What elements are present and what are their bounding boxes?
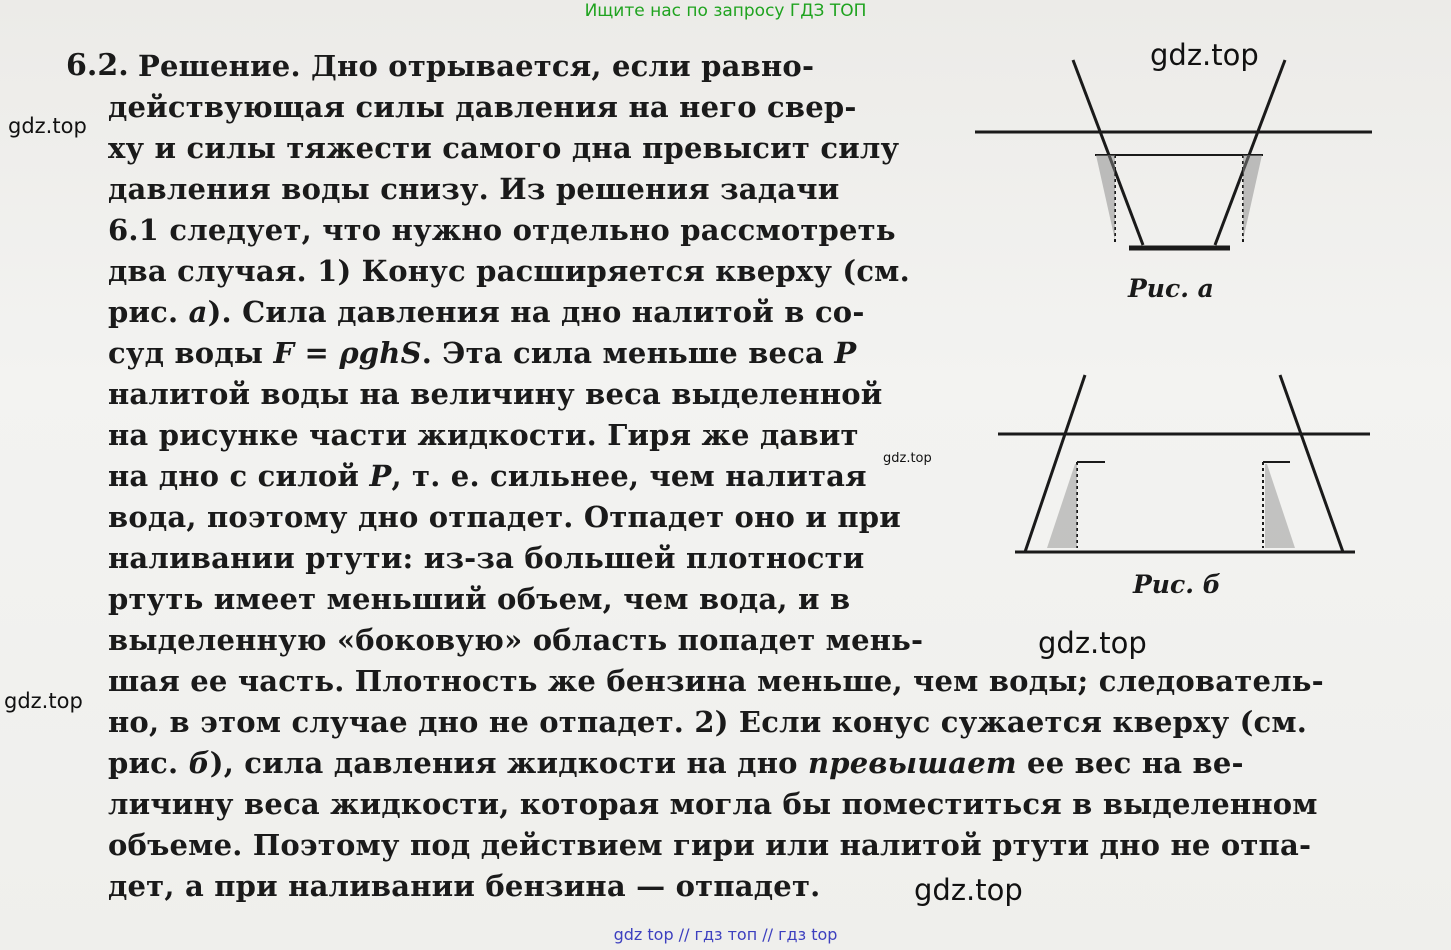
text-segment: на дно с силой — [108, 459, 370, 493]
text-line-18 — [108, 746, 1244, 780]
text-segment: рис. — [108, 746, 189, 780]
watermark: gdz.top — [1038, 626, 1147, 660]
symbol-p: P — [834, 336, 857, 370]
text-line-8 — [108, 336, 857, 370]
figure-b-diagram — [995, 372, 1375, 562]
text-line-20: объеме. Поэтому под действием гири или налитой ртути дно не отпа- — [108, 828, 1312, 862]
watermark: gdz.top — [1150, 38, 1259, 72]
figure-b-caption: Рис. б — [1133, 570, 1221, 599]
text-line-6: два случая. 1) Конус расширяется кверху (см. — [108, 254, 910, 288]
symbol-p: P — [369, 459, 392, 493]
watermark: gdz.top — [4, 689, 83, 713]
text-line-17: но, в этом случае дно не отпадет. 2) Если конус сужается кверху (см. — [108, 705, 1308, 739]
text-line-13: наливании ртути: из-за большей плотности — [108, 541, 865, 575]
text-line-11 — [108, 459, 867, 493]
formula: F = ρghS — [273, 336, 422, 370]
text-line-16: шая ее часть. Плотность же бензина меньше, чем воды; следователь- — [108, 664, 1324, 698]
text-line-12: вода, поэтому дно отпадет. Отпадет оно и при — [108, 500, 901, 534]
figure-a-diagram — [975, 55, 1375, 270]
text-segment: суд воды — [108, 336, 274, 370]
watermark: gdz.top — [8, 114, 87, 138]
text-segment: рис. — [108, 295, 189, 329]
figure-ref-a: а — [188, 295, 208, 329]
emphasis-word: превышает — [807, 746, 1017, 780]
text-line-5: 6.1 следует, что нужно отдельно рассмотреть — [108, 213, 896, 247]
text-line-21: дет, а при наливании бензина — отпадет. — [108, 869, 821, 903]
text-segment: ее вес на ве- — [1016, 746, 1244, 780]
figure-a-caption: Рис. а — [1128, 274, 1214, 303]
watermark: gdz.top — [883, 451, 932, 466]
text-segment: , т. е. сильнее, чем налитая — [391, 459, 867, 493]
text-line-9: налитой воды на величину веса выделенной — [108, 377, 883, 411]
text-line-19: личину веса жидкости, которая могла бы поместиться в выделенном — [108, 787, 1318, 821]
text-segment: ). Сила давления на дно налитой в со- — [207, 295, 865, 329]
text-line-15: выделенную «боковую» область попадет мень- — [108, 623, 924, 657]
text-line-2: действующая силы давления на него свер- — [108, 90, 857, 124]
text-line-7 — [108, 295, 865, 329]
text-line-10: на рисунке части жидкости. Гиря же давит — [108, 418, 859, 452]
text-segment: ), сила давления жидкости на дно — [209, 746, 808, 780]
text-line-4: давления воды снизу. Из решения задачи — [108, 172, 840, 206]
text-line-3: ху и силы тяжести самого дна превысит силу — [108, 131, 900, 165]
text-line-14: ртуть имеет меньший объем, чем вода, и в — [108, 582, 851, 616]
text-line-1: Решение. Дно отрывается, если равно- — [138, 49, 815, 83]
header-search-link[interactable]: Ищите нас по запросу ГДЗ ТОП — [584, 1, 867, 21]
figure-ref-b: б — [188, 746, 210, 780]
footer-links[interactable]: gdz top // гдз топ // гдз top — [613, 925, 838, 944]
problem-number: 6.2. — [66, 48, 129, 83]
watermark: gdz.top — [914, 873, 1023, 907]
text-segment: . Эта сила меньше веса — [421, 336, 835, 370]
